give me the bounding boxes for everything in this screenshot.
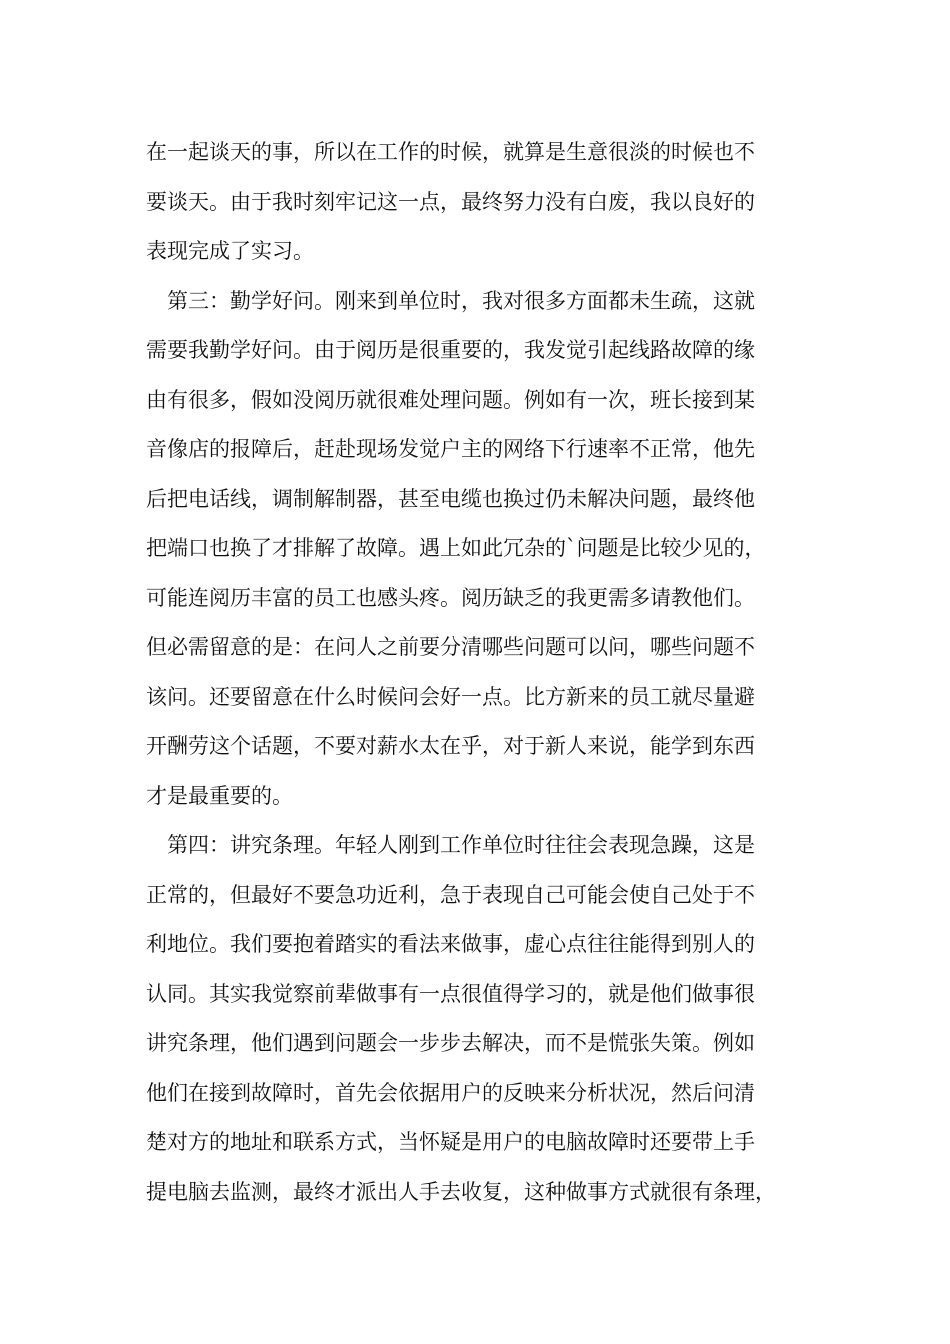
text-line: 提电脑去监测，最终才派出人手去收复，这种做事方式就很有条理， — [146, 1179, 776, 1204]
text-line: 第三：勤学好问。刚来到单位时，我对很多方面都未生疏，这就 — [146, 288, 755, 313]
text-line: 该问。还要留意在什么时候问会好一点。比方新来的员工就尽量避 — [146, 684, 755, 709]
text-line: 楚对方的地址和联系方式，当怀疑是用户的电脑故障时还要带上手 — [146, 1130, 755, 1154]
body-text — [146, 128, 818, 1217]
text-line: 正常的，但最好不要急功近利，急于表现自己可能会使自己处于不 — [146, 882, 755, 907]
text-line: 在一起谈天的事，所以在工作的时候，就算是生意很淡的时候也不 — [146, 140, 755, 164]
text-line: 要谈天。由于我时刻牢记这一点，最终努力没有白废，我以良好的 — [146, 189, 755, 214]
text-line: 把端口也换了才排解了故障。遇上如此冗杂的`问题是比较少见的， — [146, 536, 766, 560]
text-line: 他们在接到故障时，首先会依据用户的反映来分析状况，然后问清 — [146, 1080, 755, 1105]
text-line: 第四：讲究条理。年轻人刚到工作单位时往往会表现急躁，这是 — [146, 833, 755, 857]
text-line: 但必需留意的是：在问人之前要分清哪些问题可以问，哪些问题不 — [146, 635, 755, 659]
text-line: 讲究条理，他们遇到问题会一步步去解决，而不是慌张失策。例如 — [146, 1031, 755, 1055]
text-line: 才是最重要的。 — [146, 783, 293, 808]
text-line: 由有很多，假如没阅历就很难处理问题。例如有一次，班长接到某 — [146, 387, 755, 412]
text-line: 后把电话线，调制解制器，甚至电缆也换过仍未解决问题，最终他 — [146, 486, 755, 511]
text-line: 可能连阅历丰富的员工也感头疼。阅历缺乏的我更需多请教他们。 — [146, 585, 755, 610]
text-line: 音像店的报障后，赶赴现场发觉户主的网络下行速率不正常，他先 — [146, 437, 755, 461]
text-line: 认同。其实我觉察前辈做事有一点很值得学习的，就是他们做事很 — [146, 981, 755, 1006]
text-line: 需要我勤学好问。由于阅历是很重要的，我发觉引起线路故障的缘 — [146, 338, 755, 362]
text-line: 利地位。我们要抱着踏实的看法来做事，虚心点往往能得到别人的 — [146, 932, 755, 956]
text-line: 表现完成了实习。 — [146, 239, 314, 263]
text-line: 开酬劳这个话题，不要对薪水太在乎，对于新人来说，能学到东西 — [146, 734, 755, 758]
